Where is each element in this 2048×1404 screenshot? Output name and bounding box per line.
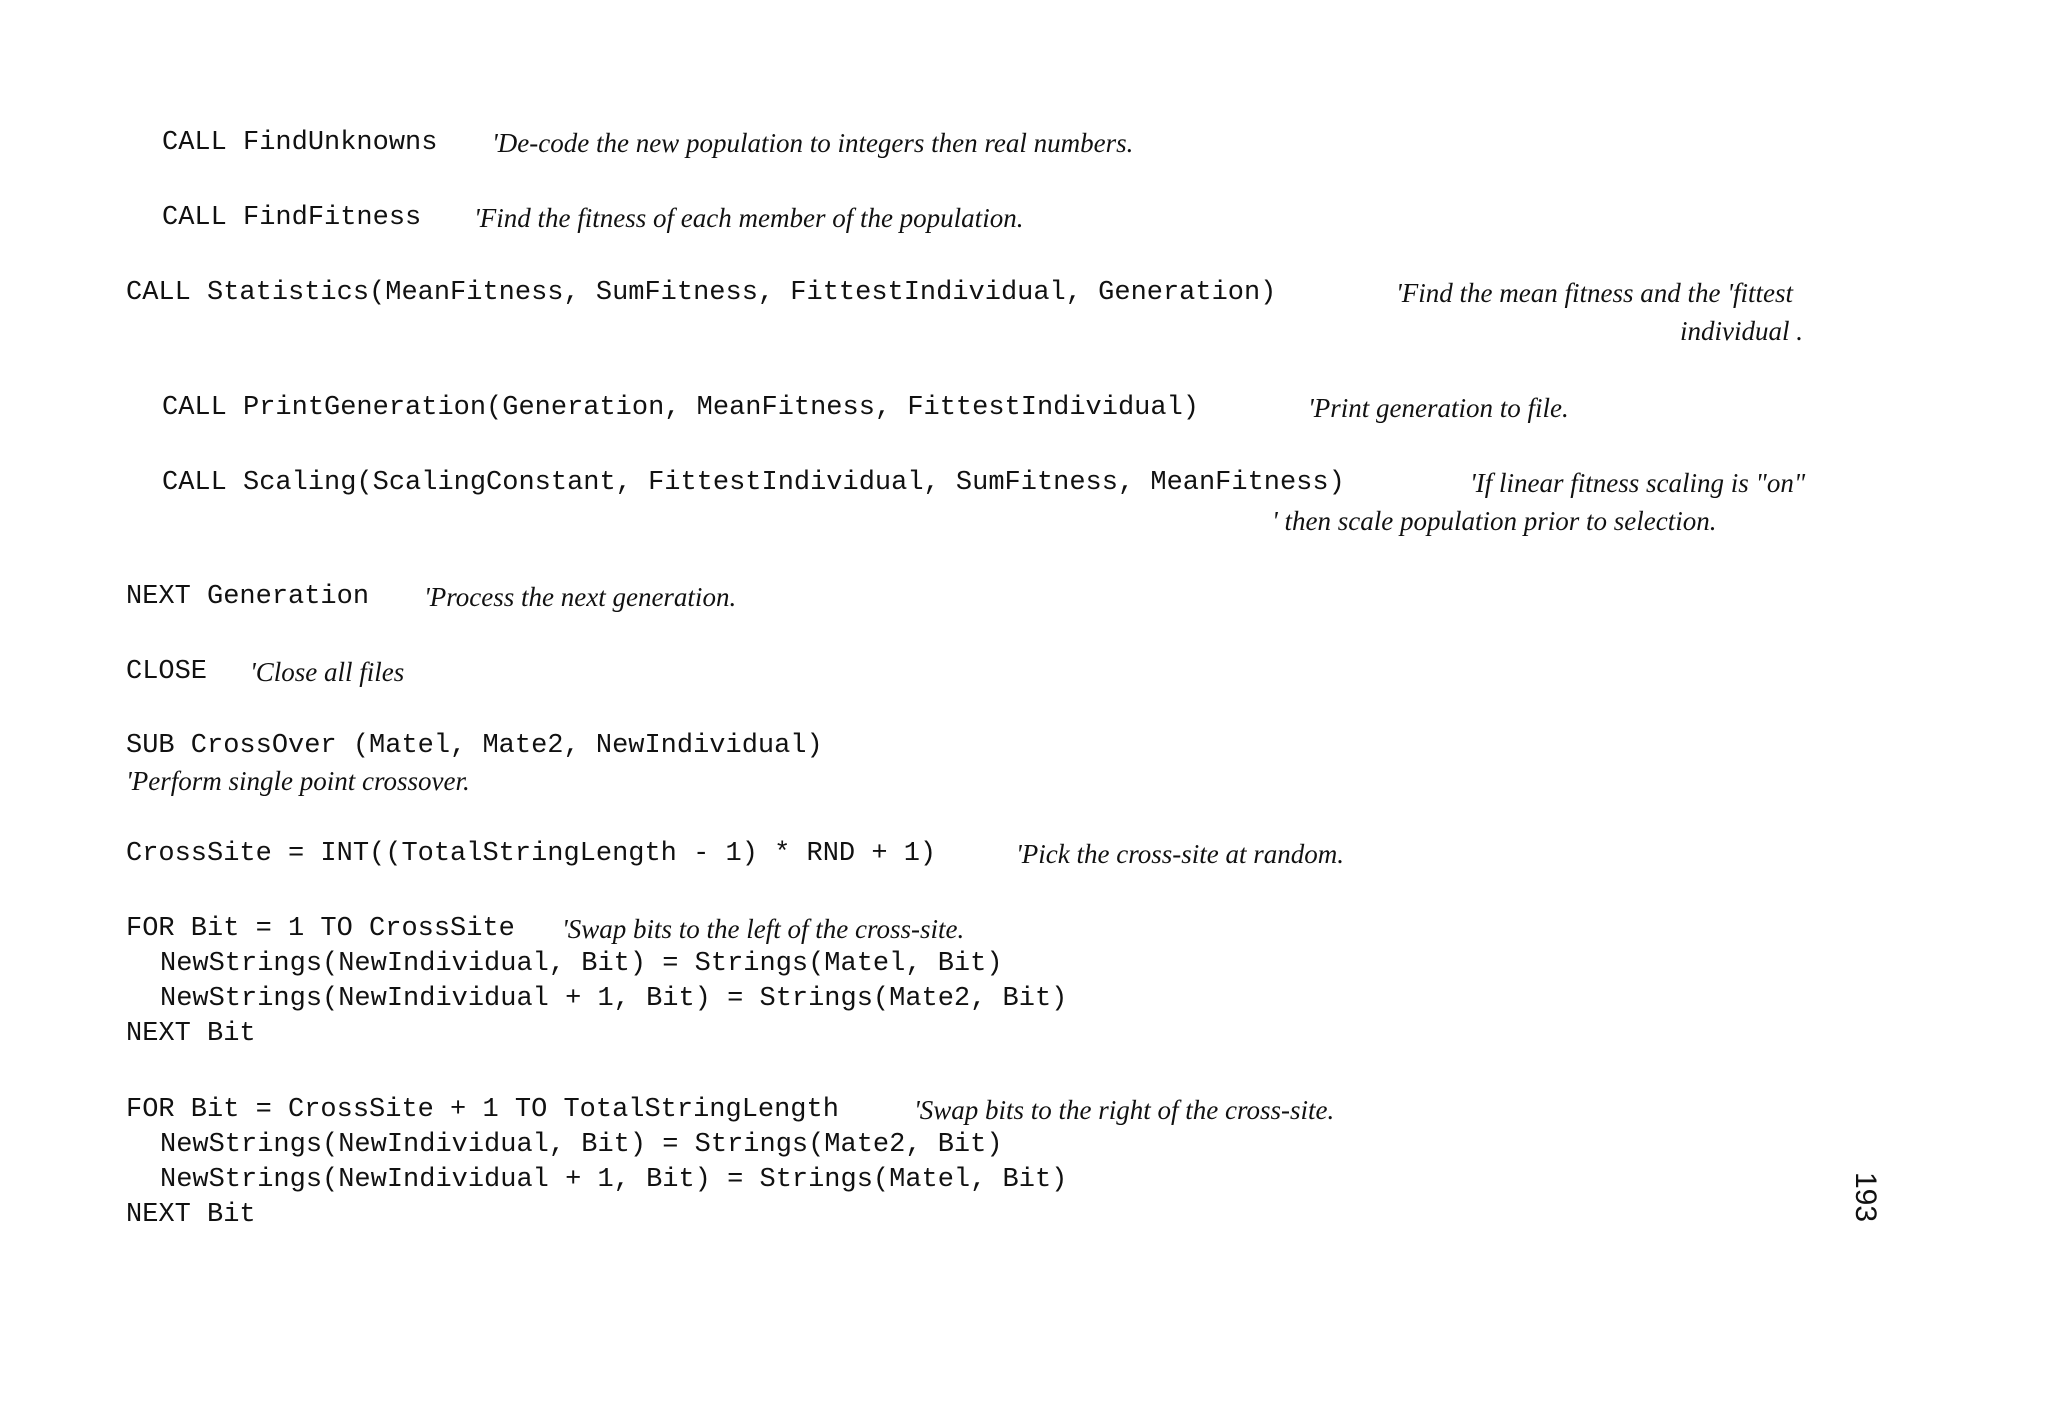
sub-crossover-line: SUB CrossOver (Matel, Mate2, NewIndividual) — [126, 731, 823, 761]
sub-crossover-comment: 'Perform single point crossover. — [126, 766, 470, 796]
for-left-comment: 'Swap bits to the left of the cross-site. — [562, 914, 965, 944]
call-statistics-comment: 'Find the mean fitness and the 'fittest — [1396, 278, 1793, 308]
call-print-generation-line: CALL PrintGeneration(Generation, MeanFitness, FittestIndividual) — [162, 393, 1199, 423]
for-right-comment: 'Swap bits to the right of the cross-site. — [914, 1095, 1335, 1125]
cross-site-comment: 'Pick the cross-site at random. — [1016, 839, 1344, 869]
for-left-line: FOR Bit = 1 TO CrossSite — [126, 914, 515, 944]
call-scaling-line: CALL Scaling(ScalingConstant, FittestIndividual, SumFitness, MeanFitness) — [162, 468, 1345, 498]
next-bit-line-2: NEXT Bit — [126, 1200, 256, 1230]
call-statistics-line: CALL Statistics(MeanFitness, SumFitness, FittestIndividual, Generation) — [126, 278, 1277, 308]
page-number: 193 — [1849, 1172, 1882, 1223]
next-generation-line: NEXT Generation — [126, 582, 370, 612]
call-find-unknowns-comment: 'De-code the new population to integers then real numbers. — [492, 128, 1134, 158]
left-swap-line-1: NewStrings(NewIndividual, Bit) = Strings(Matel, Bit) — [160, 949, 1003, 979]
call-scaling-comment: 'If linear fitness scaling is "on" — [1470, 468, 1806, 498]
right-swap-line-1: NewStrings(NewIndividual, Bit) = Strings(Mate2, Bit) — [160, 1130, 1003, 1160]
close-comment: 'Close all files — [250, 657, 405, 687]
next-bit-line-1: NEXT Bit — [126, 1019, 256, 1049]
for-right-line: FOR Bit = CrossSite + 1 TO TotalStringLength — [126, 1095, 839, 1125]
cross-site-line: CrossSite = INT((TotalStringLength - 1) * RND + 1) — [126, 839, 937, 869]
call-find-unknowns-line: CALL FindUnknowns — [162, 128, 438, 158]
right-swap-line-2: NewStrings(NewIndividual + 1, Bit) = Strings(Matel, Bit) — [160, 1165, 1068, 1195]
call-statistics-comment-continued: individual . — [1680, 316, 1803, 346]
call-find-fitness-line: CALL FindFitness — [162, 203, 422, 233]
next-generation-comment: 'Process the next generation. — [424, 582, 737, 612]
left-swap-line-2: NewStrings(NewIndividual + 1, Bit) = Strings(Mate2, Bit) — [160, 984, 1068, 1014]
call-find-fitness-comment: 'Find the fitness of each member of the population. — [474, 203, 1024, 233]
call-print-generation-comment: 'Print generation to file. — [1308, 393, 1569, 423]
close-line: CLOSE — [126, 657, 208, 687]
call-scaling-comment-continued: ' then scale population prior to selection. — [1272, 506, 1717, 536]
